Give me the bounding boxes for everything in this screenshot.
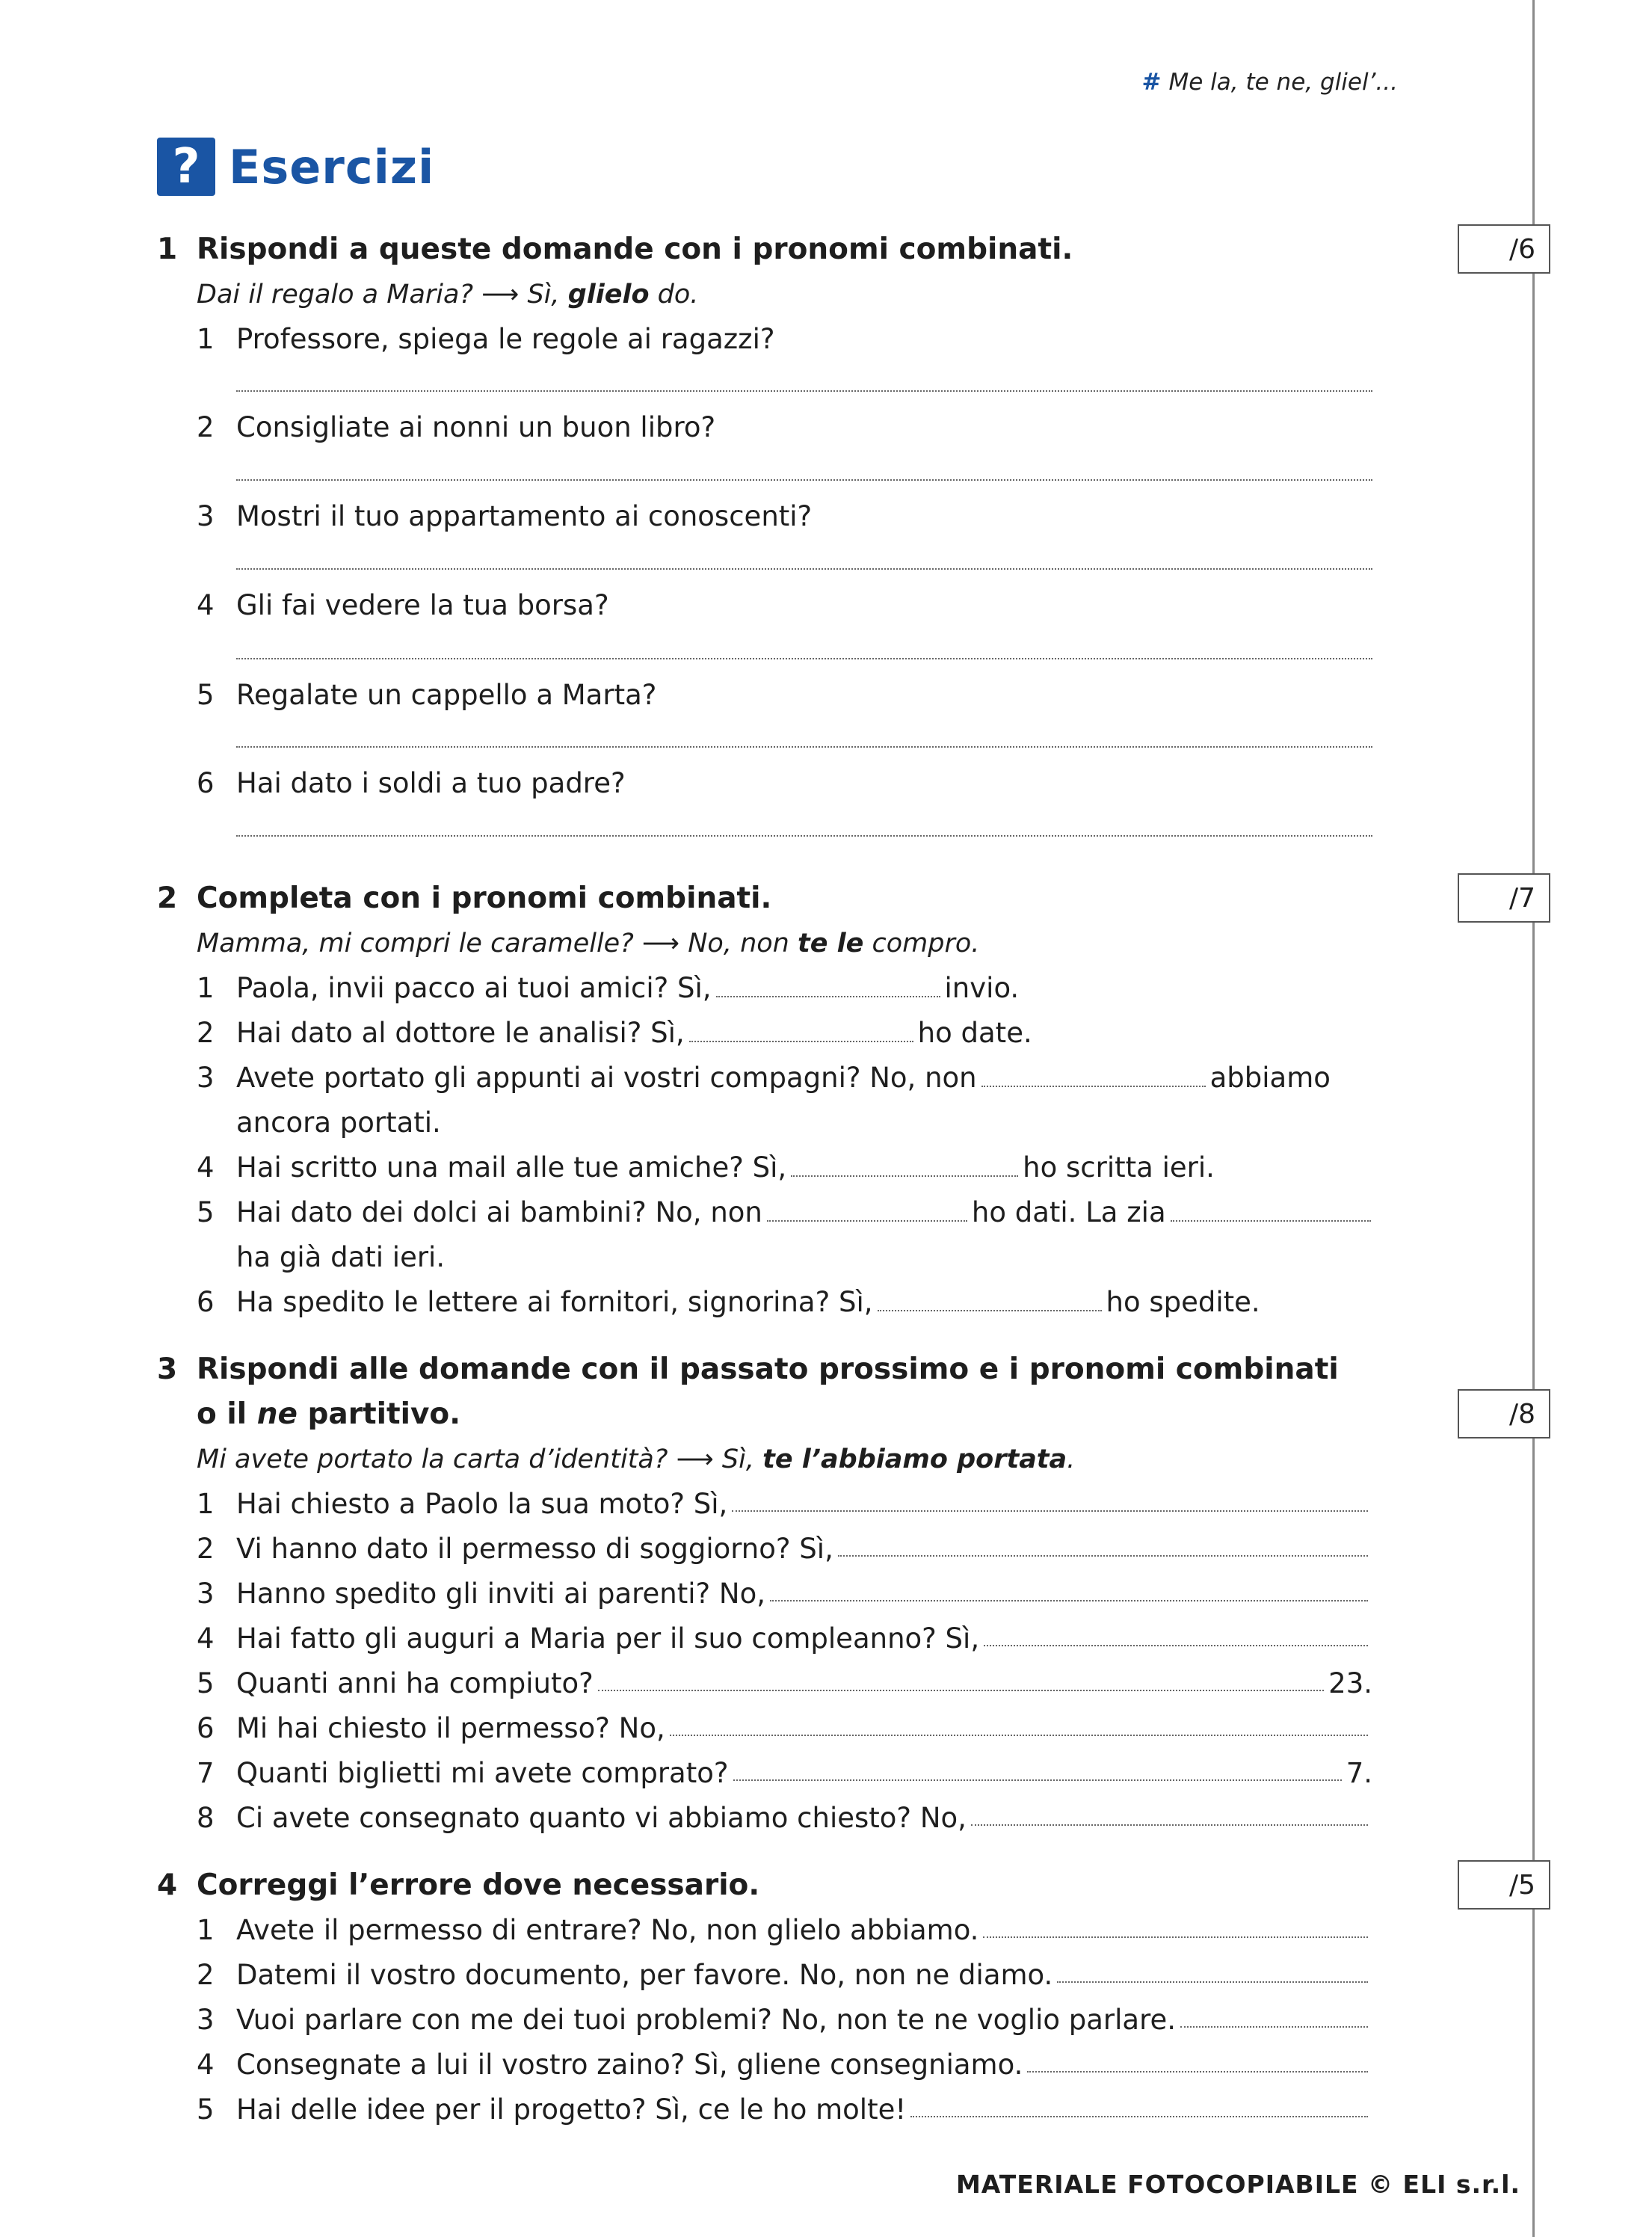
item-text: Ha spedito le lettere ai fornitori, signorina? Sì, [236,1286,873,1318]
list-item [197,1751,1372,1796]
item-number: 6 [197,1286,215,1318]
list-item [197,1145,1215,1190]
list-item [197,761,626,806]
topic-header [1142,69,1399,96]
answer-line[interactable] [236,568,1372,570]
exercise-2-example [197,921,979,966]
blank-field[interactable] [1171,1198,1371,1222]
item-text: Hai dato i soldi a tuo padre? [236,767,626,799]
exercise-2-heading [157,876,771,921]
exercise-number: 3 [157,1353,178,1386]
example-answer-bold: te l’abbiamo portata [762,1444,1067,1474]
item-number: 6 [197,1712,215,1744]
list-item [197,1796,1372,1841]
answer-line[interactable] [770,1578,1368,1601]
item-text: ancora portati. [236,1107,441,1139]
exercise-3-heading [157,1347,1339,1437]
list-item [197,1482,1372,1527]
exercise-number: 4 [157,1868,178,1902]
item-number: 4 [197,2049,215,2081]
blank-field[interactable] [689,1018,913,1042]
item-number: 2 [197,1533,215,1565]
item-number: 5 [197,1667,215,1699]
list-item [197,1527,1372,1572]
list-item [197,1953,1372,1998]
exercise-instruction: Rispondi a queste domande con i pronomi combinati. [197,233,1073,266]
list-item [197,1616,1372,1661]
answer-line[interactable] [910,2093,1368,2117]
score-box-3[interactable]: /8 [1458,1389,1550,1438]
exercise-instruction: Correggi l’errore dove necessario. [197,1868,760,1902]
item-text: Consegnate a lui il vostro zaino? Sì, gliene consegniamo. [236,2049,1023,2081]
hash-icon: # [1141,69,1162,96]
item-text-end: 23. [1328,1667,1372,1699]
item-text: ha già dati ieri. [236,1241,446,1273]
answer-line[interactable] [1180,2004,1368,2028]
list-item [197,1572,1372,1616]
list-item [197,1706,1372,1751]
item-number: 4 [197,1151,215,1184]
list-item [197,2043,1372,2087]
item-number: 8 [197,1802,215,1834]
item-text-end: abbiamo [1209,1062,1331,1094]
example-answer-pre: Sì, [713,1444,763,1474]
item-number: 5 [197,679,215,711]
item-number: 1 [197,1488,215,1520]
list-item [197,317,775,362]
answer-line[interactable] [1027,2049,1368,2073]
item-number: 2 [197,1017,215,1049]
item-text: Regalate un cappello a Marta? [236,679,657,711]
item-text: Professore, spiega le regole ai ragazzi? [236,323,775,355]
item-text-end: ho spedite. [1106,1286,1260,1318]
item-text-end: ho dati. La zia [971,1196,1166,1228]
answer-line[interactable] [733,1757,1342,1781]
example-question: Mamma, mi compri le caramelle? [197,929,634,959]
section-title [157,138,434,196]
answer-line[interactable] [971,1802,1368,1826]
score-box-1[interactable]: /6 [1458,224,1550,274]
item-text-end: ho date. [917,1017,1032,1049]
answer-line[interactable] [838,1533,1368,1557]
blank-field[interactable] [791,1153,1018,1177]
exercise-number: 2 [157,881,178,915]
page-title: Esercizi [229,139,435,194]
list-item [197,583,609,628]
item-text-end: invio. [944,972,1020,1004]
item-text: Hai delle idee per il progetto? Sì, ce le ho molte! [236,2093,907,2126]
item-number: 1 [197,972,215,1004]
item-number: 3 [197,2004,215,2036]
example-answer-post: do. [649,280,699,310]
arrow-icon: ⟶ [676,1444,714,1474]
item-text-end: 7. [1346,1757,1372,1789]
item-text: Ci avete consegnato quanto vi abbiamo chiesto? No, [236,1802,967,1834]
exercise-3-example [197,1437,1075,1482]
exercise-1-example [197,272,698,317]
answer-line[interactable] [598,1667,1324,1691]
score-box-2[interactable]: /7 [1458,873,1550,923]
example-answer-bold: glielo [567,280,650,310]
instruction-italic: ne [256,1397,298,1431]
answer-line[interactable] [236,390,1372,392]
answer-line[interactable] [236,835,1372,837]
item-text: Avete il permesso di entrare? No, non glielo abbiamo. [236,1914,979,1946]
example-answer-pre: Sì, [519,280,568,310]
item-text: Hai chiesto a Paolo la sua moto? Sì, [236,1488,728,1520]
list-item [197,1280,1260,1325]
list-item [197,673,656,718]
example-answer-bold: te le [798,929,864,959]
list-item [197,1190,1375,1235]
example-question: Dai il regalo a Maria? [197,280,474,310]
item-text: Quanti biglietti mi avete comprato? [236,1757,729,1789]
list-item [197,405,715,450]
item-text: Vi hanno dato il permesso di soggiorno? Sì, [236,1533,833,1565]
item-text: Hai dato dei dolci ai bambini? No, non [236,1196,762,1228]
score-box-4[interactable]: /5 [1458,1860,1550,1910]
item-text: Hai scritto una mail alle tue amiche? Sì, [236,1151,787,1184]
item-number: 1 [197,1914,215,1946]
example-answer-post: compro. [863,929,980,959]
item-number: 1 [197,323,215,355]
example-answer-post: . [1067,1444,1076,1474]
list-item [197,1908,1372,1953]
item-number: 5 [197,2093,215,2126]
list-item-continuation [197,1235,445,1280]
item-number: 3 [197,500,215,532]
item-number: 3 [197,1062,215,1094]
answer-line[interactable] [983,1914,1368,1938]
item-text-end: ho scritta ieri. [1023,1151,1215,1184]
item-text: Datemi il vostro documento, per favore. No, non ne diamo. [236,1959,1053,1991]
answer-line[interactable] [984,1622,1368,1646]
copyright-footer: MATERIALE FOTOCOPIABILE © ELI s.r.l. [955,2170,1520,2199]
item-number: 5 [197,1196,215,1228]
item-number: 3 [197,1578,215,1610]
list-item [197,1011,1032,1056]
item-number: 7 [197,1757,215,1789]
list-item [197,2087,1372,2132]
example-question: Mi avete portato la carta d’identità? [197,1444,668,1474]
item-text: Quanti anni ha compiuto? [236,1667,594,1699]
arrow-icon: ⟶ [641,929,680,959]
item-number: 2 [197,411,215,443]
list-item [197,494,812,539]
blank-field[interactable] [981,1063,1206,1087]
answer-line[interactable] [1057,1959,1368,1983]
item-text: Consigliate ai nonni un buon libro? [236,411,716,443]
item-text: Hanno spedito gli inviti ai parenti? No, [236,1578,766,1610]
exercise-1-heading [157,227,1073,272]
question-mark-icon: ? [157,138,215,196]
exercise-instruction: Completa con i pronomi combinati. [197,881,772,915]
item-text: Mi hai chiesto il permesso? No, [236,1712,665,1744]
item-text: Paola, invii pacco ai tuoi amici? Sì, [236,972,712,1004]
answer-line[interactable] [732,1488,1368,1512]
item-text: Avete portato gli appunti ai vostri compagni? No, non [236,1062,977,1094]
item-text: Gli fai vedere la tua borsa? [236,589,609,621]
list-item [197,966,1019,1011]
topic-label: Me la, te ne, gliel’... [1168,69,1398,96]
instruction-pre: o il [197,1397,257,1431]
exercise-number: 1 [157,233,178,266]
item-number: 4 [197,589,215,621]
answer-line[interactable] [670,1712,1368,1736]
list-item [197,1998,1372,2043]
blank-field[interactable] [878,1287,1102,1311]
list-item [197,1661,1372,1706]
answer-line[interactable] [236,746,1372,748]
blank-field[interactable] [767,1198,967,1222]
list-item-continuation [197,1101,441,1145]
item-text: Vuoi parlare con me dei tuoi problemi? No, non te ne voglio parlare. [236,2004,1177,2036]
answer-line[interactable] [236,479,1372,481]
instruction-post: partitivo. [297,1397,461,1431]
item-number: 6 [197,767,215,799]
blank-field[interactable] [716,973,940,997]
exercise-4-heading [157,1863,759,1908]
list-item [197,1056,1331,1101]
item-number: 2 [197,1959,215,1991]
exercise-instruction-cont [157,1392,1339,1437]
item-text: Hai dato al dottore le analisi? Sì, [236,1017,685,1049]
item-text: Mostri il tuo appartamento ai conoscenti? [236,500,813,532]
example-answer-pre: No, non [679,929,798,959]
item-text: Hai fatto gli auguri a Maria per il suo compleanno? Sì, [236,1622,980,1655]
arrow-icon: ⟶ [481,280,520,310]
item-number: 4 [197,1622,215,1655]
answer-line[interactable] [236,658,1372,659]
exercise-instruction: Rispondi alle domande con il passato prossimo e i pronomi combinati [197,1353,1339,1386]
